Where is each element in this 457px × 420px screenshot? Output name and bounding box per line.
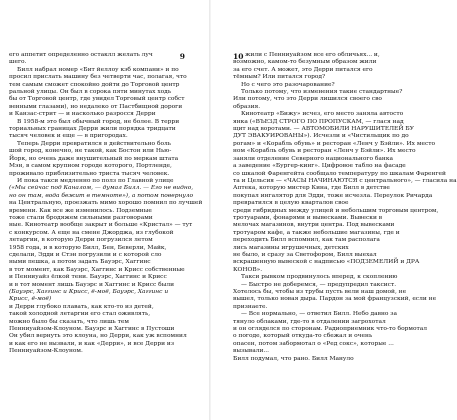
text-line: В 1958-м это был обычный город, не более. В терри bbox=[17, 118, 180, 125]
text-line: жили с Пенниуайзом все его обличьях... и, bbox=[245, 52, 380, 58]
text-line: лись магазины игрушечных, детских bbox=[233, 244, 349, 251]
text-line: Но с чего это разочарование? bbox=[241, 81, 335, 88]
text-line: но он там, вода бежит в темноте»), а потом повернуло bbox=[9, 192, 194, 199]
text-line: Пенниуайзом-Клоуном. Бауэрс и Хаггинс в Пустоши bbox=[9, 326, 175, 333]
text-line: и Дерри глубоко плавать, как кто-то из детей, bbox=[9, 303, 154, 310]
text-line: — Все нормально, — ответил Билл. Небо давно за bbox=[241, 311, 398, 318]
text-line: Такси рывком продвинулось вперед, к скоплению bbox=[241, 274, 398, 281]
text-line: не было, и сразу за Светофором, Билл выехал bbox=[233, 251, 377, 258]
text-line: Хотелось бы, чтобы из трубы пусть вели наш домой, не bbox=[233, 289, 407, 295]
text-line: Кинотеатр «Бижу» исчез, его место заняла автосто bbox=[241, 111, 404, 118]
text-line: тротуарами, фонарями и вывесками. Вывески в bbox=[233, 214, 383, 221]
gutter-fold bbox=[209, 0, 211, 420]
text-line: и Пенниуайз ёлкой тени. Бауэрс, Хаггинс и Крисс bbox=[9, 274, 167, 281]
text-line: о погоде, который откуда-то сбежал и очень bbox=[233, 333, 373, 340]
text-line: рогам» и «Корабль обувь» и ресторан «Ленч у Бэйли». Их место bbox=[233, 140, 436, 147]
text-line: просил прислать машину без четверти час, полагая, что bbox=[9, 74, 187, 81]
page-number-right: 10 bbox=[233, 52, 244, 61]
left-page bbox=[9, 52, 203, 414]
text-line: Или потому, что это Дерри лишился своего сво bbox=[233, 96, 382, 103]
text-line: Только потому, что изменения такие стандартные? bbox=[241, 89, 403, 96]
text-line: Он убил вернуть это клоуна, но Дерри, как уж вспомнил bbox=[9, 333, 187, 340]
text-line: щит над воротами. — АВТОМОБИЛИ НАРУШИТЕЛЕЙ БУ bbox=[233, 126, 414, 133]
text-line: заняли отделение Северного национального банка bbox=[233, 155, 394, 162]
text-line: бы от Торговой центр, где увидел Торговый центр собст bbox=[9, 96, 185, 103]
text-line: тоже стали бродяжем сильными разговорами bbox=[9, 214, 153, 221]
text-line: вышел, только новая дыра. Пардон за мой французский, если не bbox=[233, 296, 437, 303]
text-line: ные. Кинотеатр вообще закрыт и больше «Кристал» — тут bbox=[9, 222, 193, 229]
text-line: вызывали... bbox=[233, 348, 270, 355]
text-line: шой город, конечно, не такой, как Бостон или Нью- bbox=[9, 148, 172, 155]
text-line: и как его не вызвали, и как «Дерри», и все Дерри из bbox=[9, 340, 175, 347]
text-line: ными пешка, а потом задать Бауэрс, Хаггинс bbox=[9, 259, 151, 266]
text-line: за его счет. А может, это Дерри питался его bbox=[233, 66, 373, 73]
text-line: возможно, камом-то безумным образом жили bbox=[233, 59, 377, 66]
right-page bbox=[233, 52, 457, 414]
text-line: сделали, Эдди и Стэн погрузили и с которой сло bbox=[9, 251, 162, 258]
text-line: мелочах магазинов, внутри центра. Под вывесками bbox=[233, 222, 395, 229]
text-line: тротуаром кафе, а также небольшие магазины, где и bbox=[233, 229, 400, 236]
text-line: Йорк, но очень даже внушительный по меркам штата bbox=[9, 155, 179, 162]
text-line: ДУТ ЭВАКУИРОВАНЫ»). Исчезли и «Чистильщик по до bbox=[233, 133, 409, 140]
text-line: И пока такси медленно по полз по Главной улице bbox=[17, 177, 174, 184]
text-line: среди гибридных между улицей и небольшим торговым центром, bbox=[233, 207, 439, 214]
text-line: 1958 года, и в которую Билл, Бен, Беверли, Майк, bbox=[9, 244, 167, 251]
text-line: его аппетит определенно остаклл желать луч bbox=[9, 52, 153, 58]
text-line: проживало приблизительно триста тысяч человек. bbox=[9, 170, 170, 177]
text-line: та и Цельсия — «ЧАСЫ НАЧИНАЮТСЯ с центрального», — гласила на bbox=[233, 177, 457, 184]
text-line: КОНОВ». bbox=[233, 266, 263, 273]
text-line: и он огляделся по сторонам. Радиоприемник что-то бормотал bbox=[233, 326, 428, 333]
right-page-body bbox=[233, 52, 457, 363]
text-line: Билл набрал номер «Бит йеллоу кэб компани» и по bbox=[17, 66, 179, 73]
text-line: такой холодной летаргии его стал оживлять, bbox=[9, 311, 151, 318]
text-line: — Быстро не доберемся, — предупредил таксист. bbox=[241, 281, 397, 288]
text-line: а заведение «Бургер-кинг». Цифровое табло на фасаде bbox=[233, 163, 406, 170]
text-line: шего. bbox=[9, 59, 27, 66]
text-line: превратился в целую кварталов свое bbox=[233, 200, 349, 207]
text-line: Мэн, в самом крупном городе которого, Портленде, bbox=[9, 163, 172, 170]
text-line: покупал ингалятор для Эдди, тоже исчезла. Переулок Ричарда bbox=[233, 192, 433, 199]
text-line: признаете. bbox=[233, 303, 268, 310]
text-line: и Канзас-стрит — и насколько разросся Дерри bbox=[9, 111, 156, 118]
text-line: Крисс, ё-моё) bbox=[9, 296, 52, 303]
text-line: со шкалой Фаренгейта сообщало температуру по шкалам Фаренгей bbox=[233, 170, 446, 177]
text-line: тянуло облаками, где-то в отдалении загрохотал bbox=[233, 318, 386, 325]
text-line: вскрашенную вывеской с надписью «ПОДЗЕМЕЛИЙ и ДРА bbox=[233, 259, 420, 266]
text-line: (Бауэрс, Хаггинс и Крисс, ё-моё, Бауэрс, Хаггинс и bbox=[9, 289, 169, 295]
text-line: ном «Корабль обувь и ресторан «Ленч у Бэйли». Их место bbox=[233, 148, 416, 155]
text-line: опасен, потом забормотал о «Ред сокс», которые ... bbox=[233, 340, 394, 347]
text-line: ториальных границах Дерри жили порядка тридцати bbox=[9, 126, 176, 133]
text-line: Аптека, которую мистер Кина, где Билл в детстве bbox=[233, 185, 390, 192]
text-line: с конкурсом. А еще на смене Джорджа, из глубокой bbox=[9, 229, 174, 236]
text-line: переходить Билл вспомнил, как там располага bbox=[233, 237, 380, 244]
text-line: ральной улицы. Он был в сорока пяти минутах ходь bbox=[9, 89, 172, 96]
text-line: тёмным? Или питался город? bbox=[233, 74, 326, 81]
text-line: янка («ВЪЕЗД СТРОГО ПО ПРОПУСКАМ, — глася над bbox=[233, 118, 404, 125]
text-line: в тот момент, как Бауэрс, Хаггинс и Крисс собственные bbox=[9, 266, 185, 273]
text-line: времени. Как все же изменилось. Подземные bbox=[9, 207, 152, 214]
page-number-left: 9 bbox=[179, 52, 185, 61]
text-line: Теперь Дерри превратился в действительно боль bbox=[17, 140, 171, 147]
text-line: Пенниуайзом-Клоуном. bbox=[9, 348, 83, 355]
text-line: и в тот момент лишь Бауэрс и Хаггинс и Крисс были bbox=[9, 281, 175, 288]
text-line: образия. bbox=[233, 103, 261, 110]
text-line: тем самым сможет спокойно дойти до Торговой центр bbox=[9, 81, 180, 88]
text-line: венными глазами), но недалеко от Пастбищной дороги bbox=[9, 103, 183, 110]
text-line: Билл подумал, что рано. Билл Мануло bbox=[233, 355, 354, 362]
text-line: летаргии, в которую Дерри погрузился летом bbox=[9, 237, 153, 244]
text-line: («Мы сейчас под Каналом, — думал Билл. — Его не видно, bbox=[9, 185, 194, 192]
left-page-body bbox=[9, 52, 203, 356]
text-line: можно было бы сказать, что лишь тем bbox=[9, 318, 129, 325]
text-line: тысяч человек и еще — в пригородах. bbox=[9, 133, 128, 140]
text-line: на Центральную, проезжать мимо хорошо помнил по лучшей bbox=[9, 200, 203, 207]
